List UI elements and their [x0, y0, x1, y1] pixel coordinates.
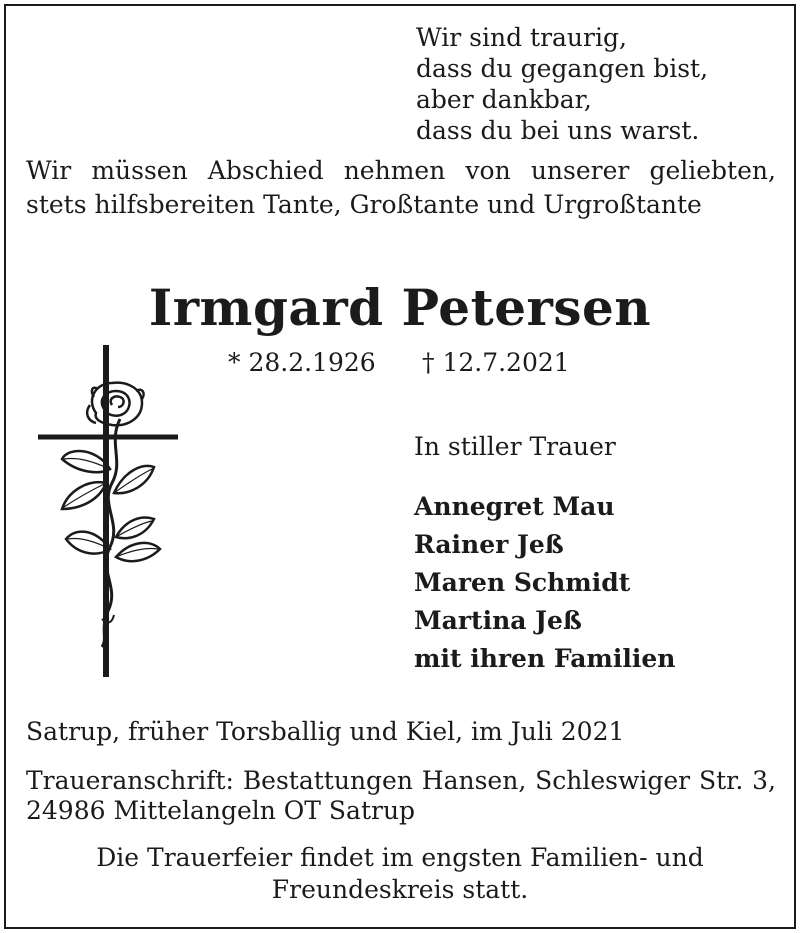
- intro-line-1: [26, 154, 776, 188]
- address-word: Traueranschrift:: [26, 766, 234, 795]
- address-line-1: [26, 766, 776, 796]
- mourner-name: Martina Jeß: [414, 606, 582, 635]
- intro-line-2: stets hilfsbereiten Tante, Großtante und Urgroßtante: [26, 190, 702, 219]
- birth-date: * 28.2.1926: [228, 348, 376, 377]
- place-date: Satrup, früher Torsballig und Kiel, im Juli 2021: [26, 717, 625, 746]
- cross-with-rose-icon: [38, 343, 182, 679]
- address-word: Hansen,: [421, 766, 527, 795]
- mourner-name: Maren Schmidt: [414, 568, 631, 597]
- intro-word: Abschied: [207, 156, 324, 185]
- address-word: Str.: [698, 766, 744, 795]
- address-word: 3,: [752, 766, 776, 795]
- mourner-name: Annegret Mau: [414, 492, 615, 521]
- address-word: Bestattungen: [242, 766, 413, 795]
- address-word: Schleswiger: [535, 766, 691, 795]
- intro-word: geliebten,: [649, 156, 776, 185]
- intro-word: von: [465, 156, 511, 185]
- intro-word: Wir: [26, 156, 72, 185]
- mourning-address: [26, 766, 776, 826]
- ceremony-note: [0, 842, 800, 906]
- death-date: † 12.7.2021: [422, 348, 570, 377]
- deceased-name: Irmgard Petersen: [148, 278, 652, 337]
- poem-line: dass du gegangen bist,: [416, 54, 709, 83]
- mourner-name: mit ihren Familien: [414, 644, 676, 673]
- mourners-list: [414, 488, 675, 678]
- poem-line: aber dankbar,: [416, 85, 592, 114]
- ceremony-line-1: Die Trauerfeier findet im engsten Familien- und: [96, 843, 704, 872]
- poem-line: dass du bei uns warst.: [416, 116, 700, 145]
- poem: [416, 22, 708, 146]
- mourner-name: Rainer Jeß: [414, 530, 564, 559]
- ceremony-line-2: Freundeskreis statt.: [271, 875, 529, 904]
- intro-word: nehmen: [343, 156, 446, 185]
- intro-text: [26, 154, 776, 222]
- mourners-heading: In stiller Trauer: [414, 432, 616, 461]
- intro-word: unserer: [530, 156, 630, 185]
- intro-word: müssen: [91, 156, 188, 185]
- poem-line: Wir sind traurig,: [416, 23, 627, 52]
- address-line-2: 24986 Mittelangeln OT Satrup: [26, 796, 416, 825]
